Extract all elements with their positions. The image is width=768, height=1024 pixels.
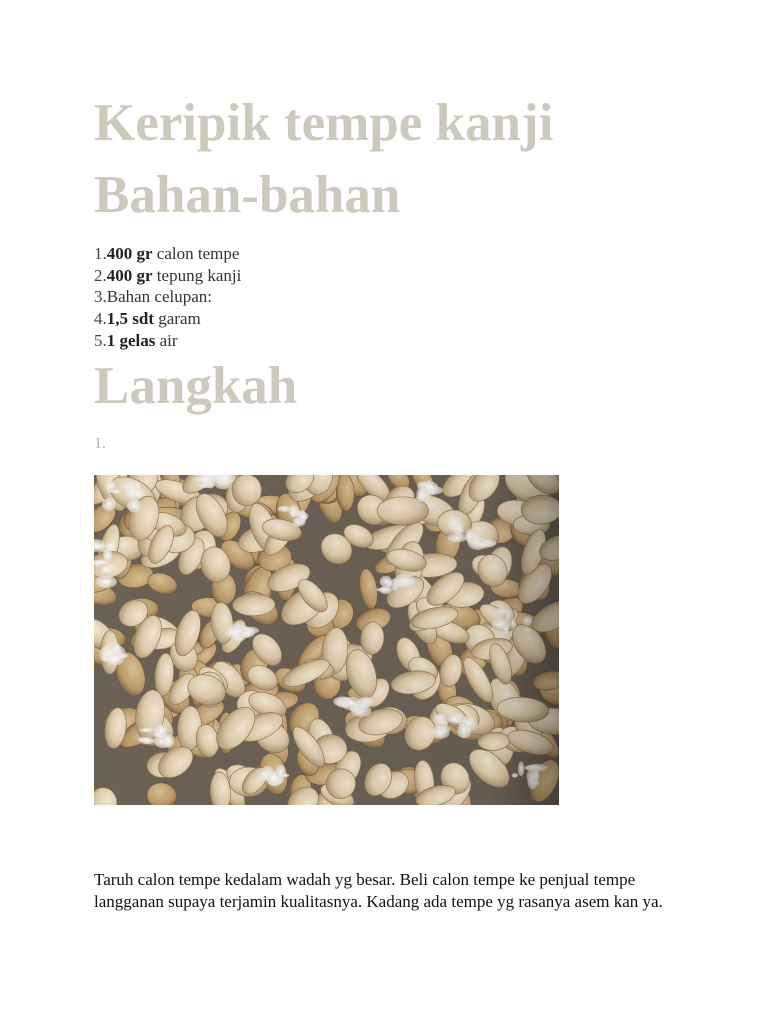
ingredient-item [94,330,241,352]
ingredient-number: 1. [94,244,107,263]
ingredient-name: calon tempe [152,244,240,263]
tempe-beans-photo [94,475,559,805]
recipe-title: Keripik tempe kanji [94,94,554,152]
ingredient-name: garam [153,309,201,329]
step-number: 1. [94,435,106,452]
ingredients-heading: Bahan-bahan [94,166,401,224]
ingredient-item [94,286,241,308]
ingredient-number: 2. [94,265,107,285]
ingredient-item [94,265,241,287]
ingredient-name: Bahan celupan: [106,287,213,307]
ingredient-name: air [155,330,178,350]
ingredient-quantity: 400 gr [106,244,153,263]
ingredient-number: 3. [94,287,107,307]
ingredient-number: 4. [94,309,107,329]
step-description: Taruh calon tempe kedalam wadah yg besar. Beli calon tempe ke penjual tempe langganan supaya terjamin kualitasnya. Kadang ada tempe yg rasanya asem kan ya. [94,870,663,911]
ingredient-number: 5. [94,330,107,350]
ingredient-quantity: 400 gr [106,265,153,285]
ingredient-name: tepung kanji [152,265,242,285]
steps-heading: Langkah [94,357,298,415]
ingredients-list [94,243,241,352]
ingredient-quantity: 1,5 sdt [106,309,154,329]
ingredient-item [94,308,241,330]
ingredient-item [94,243,241,265]
ingredient-quantity: 1 gelas [106,330,156,350]
